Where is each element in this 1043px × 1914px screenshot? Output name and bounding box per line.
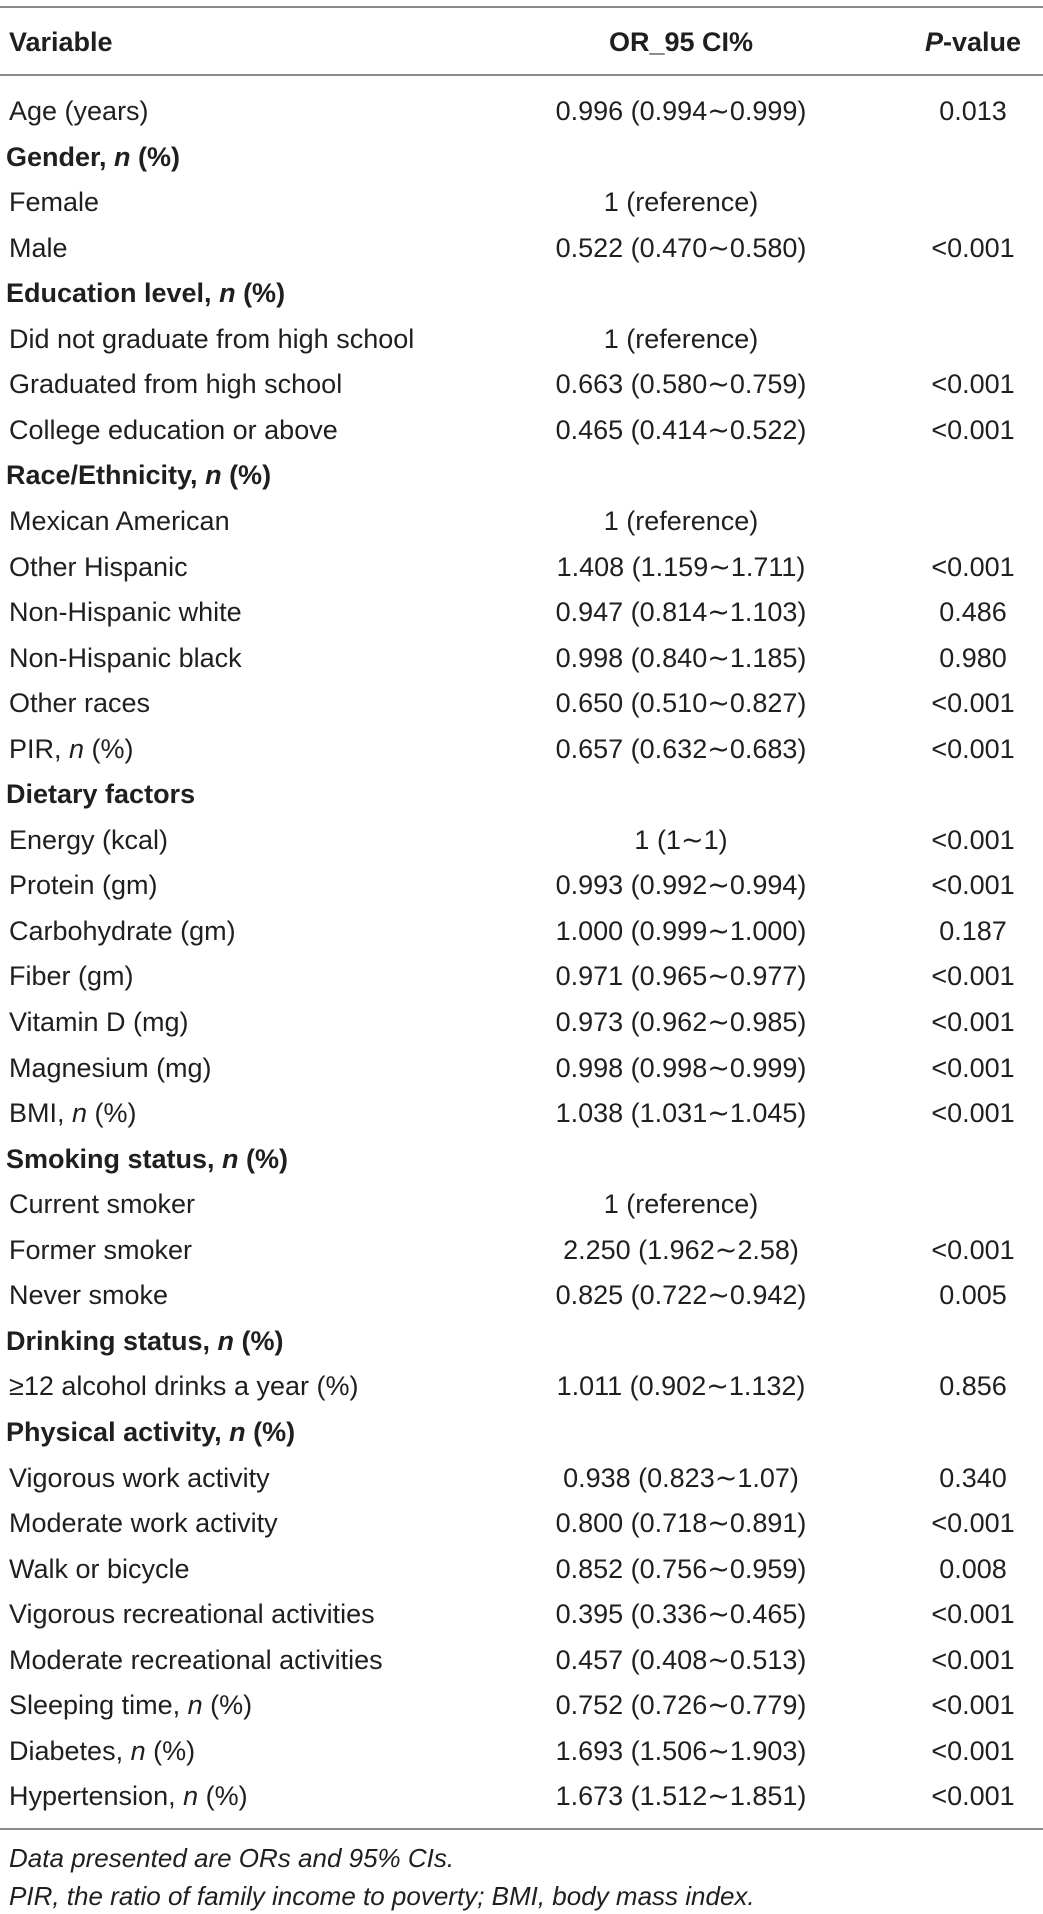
- p-value-cell: <0.001: [931, 1735, 1015, 1766]
- variable-cell: [9, 954, 134, 1000]
- label-italic: n: [187, 1690, 203, 1721]
- variable-cell: [9, 317, 414, 363]
- variable-cell: [9, 226, 68, 272]
- variable-cell: [9, 1228, 192, 1274]
- header-rule: [0, 74, 1043, 76]
- header-p-suffix: -value: [942, 27, 1022, 57]
- table-row: [0, 1000, 1043, 1046]
- label-text: Current smoker: [9, 1189, 196, 1220]
- variable-cell: [9, 1364, 358, 1410]
- table-row: [0, 1228, 1043, 1274]
- table-row: [0, 362, 1043, 408]
- label-text: Education level,: [6, 278, 220, 309]
- label-suffix: (%): [202, 1690, 253, 1721]
- table-row: [0, 1182, 1043, 1228]
- p-value-cell: <0.001: [931, 551, 1015, 582]
- or-cell: 0.993 (0.992∼0.994): [555, 870, 807, 901]
- label-suffix: (%): [84, 733, 134, 764]
- or-cell: 0.852 (0.756∼0.959): [555, 1553, 807, 1584]
- or-cell: 0.522 (0.470∼0.580): [555, 232, 807, 263]
- label-suffix: (%): [87, 1098, 137, 1129]
- label-text: Physical activity,: [6, 1416, 230, 1447]
- or-cell: 1.011 (0.902∼1.132): [556, 1371, 806, 1402]
- variable-cell: [9, 362, 342, 408]
- table-row: [0, 681, 1043, 727]
- label-text: Non-Hispanic white: [9, 597, 242, 628]
- label-text: Smoking status,: [6, 1143, 223, 1174]
- or-cell: 1 (reference): [603, 187, 759, 218]
- table-row: [0, 909, 1043, 955]
- or-cell: 0.752 (0.726∼0.779): [555, 1690, 807, 1721]
- label-text: Race/Ethnicity,: [6, 460, 206, 491]
- p-value-cell: <0.001: [931, 961, 1015, 992]
- variable-cell: [9, 1091, 137, 1137]
- variable-cell: [9, 1547, 190, 1593]
- or-cell: 0.465 (0.414∼0.522): [555, 414, 807, 445]
- section-label: [6, 453, 271, 499]
- or-cell: 0.998 (0.840∼1.185): [555, 642, 807, 673]
- footnote-1: Data presented are ORs and 95% CIs.: [9, 1843, 455, 1873]
- header-p-value: [905, 17, 1041, 63]
- label-italic: n: [205, 460, 222, 491]
- label-text: Former smoker: [9, 1234, 193, 1265]
- or-cell: 0.457 (0.408∼0.513): [555, 1644, 807, 1675]
- label-italic: n: [183, 1781, 199, 1812]
- section-row: [0, 271, 1043, 317]
- label-italic: n: [217, 1325, 235, 1356]
- or-cell: 0.663 (0.580∼0.759): [555, 369, 807, 400]
- label-text: College education or above: [9, 414, 338, 445]
- label-text: Graduated from high school: [9, 369, 343, 400]
- table-row: [0, 590, 1043, 636]
- variable-cell: [9, 1000, 189, 1046]
- p-value-cell: <0.001: [931, 1508, 1015, 1539]
- section-label: [6, 772, 195, 818]
- table-header-row: [0, 17, 1043, 67]
- variable-cell: [9, 1456, 270, 1502]
- variable-cell: [9, 180, 99, 226]
- variable-cell: [9, 909, 236, 955]
- p-value-cell: <0.001: [931, 733, 1015, 764]
- section-row: [0, 1410, 1043, 1456]
- or-cell: 0.996 (0.994∼0.999): [555, 96, 807, 126]
- section-label: [6, 1137, 288, 1183]
- table-row: [0, 1592, 1043, 1638]
- variable-cell: [9, 681, 150, 727]
- p-value-cell: 0.008: [939, 1553, 1007, 1584]
- table-row: [0, 1729, 1043, 1775]
- label-text: Moderate recreational activities: [9, 1644, 383, 1675]
- table-row: [0, 1547, 1043, 1593]
- label-suffix: (%): [235, 278, 286, 309]
- table-row: [0, 636, 1043, 682]
- or-cell: 0.938 (0.823∼1.07): [563, 1462, 799, 1493]
- p-value-cell: 0.013: [939, 96, 1007, 126]
- p-value-cell: <0.001: [931, 414, 1015, 445]
- or-cell: 1.000 (0.999∼1.000): [555, 915, 807, 946]
- label-text: Energy (kcal): [9, 824, 169, 855]
- label-text: Fiber (gm): [9, 961, 134, 992]
- section-row: [0, 135, 1043, 181]
- p-value-cell: [905, 1182, 1041, 1228]
- p-value-cell: <0.001: [931, 688, 1015, 719]
- label-italic: n: [219, 278, 236, 309]
- table-row: [0, 545, 1043, 591]
- p-value-cell: 0.980: [939, 642, 1007, 673]
- or-cell: 0.800 (0.718∼0.891): [555, 1508, 807, 1539]
- p-value-cell: 0.187: [939, 915, 1007, 946]
- variable-cell: [9, 499, 230, 545]
- or-cell: 0.650 (0.510∼0.827): [555, 688, 807, 719]
- table-row: [0, 1091, 1043, 1137]
- label-suffix: (%): [145, 1735, 196, 1766]
- variable-cell: [9, 1638, 383, 1684]
- variable-cell: [9, 1273, 168, 1319]
- p-value-cell: <0.001: [931, 232, 1015, 263]
- section-row: [0, 1137, 1043, 1183]
- variable-cell: [9, 1683, 252, 1729]
- or-cell: 1.038 (1.031∼1.045): [555, 1098, 807, 1129]
- label-text: Sleeping time,: [9, 1690, 188, 1721]
- table-row: [0, 863, 1043, 909]
- table-row: [0, 954, 1043, 1000]
- p-value-cell: <0.001: [931, 369, 1015, 400]
- label-suffix: (%): [234, 1325, 284, 1356]
- footnote-2: PIR, the ratio of family income to poverty; BMI, body mass index.: [9, 1881, 755, 1911]
- p-value-cell: 0.856: [939, 1371, 1007, 1402]
- p-value-cell: 0.005: [939, 1280, 1007, 1311]
- table-row: [0, 1683, 1043, 1729]
- label-text: Never smoke: [9, 1280, 169, 1311]
- label-suffix: (%): [245, 1416, 296, 1447]
- or-cell: 0.998 (0.998∼0.999): [555, 1052, 807, 1083]
- or-cell: 0.825 (0.722∼0.942): [555, 1280, 807, 1311]
- section-row: [0, 772, 1043, 818]
- or-cell: 1 (reference): [603, 323, 759, 354]
- label-italic: n: [222, 1143, 239, 1174]
- label-text: Age (years): [9, 96, 149, 126]
- p-value-cell: 0.340: [939, 1462, 1007, 1493]
- p-value-cell: [905, 180, 1041, 226]
- variable-cell: [9, 863, 158, 909]
- table-row: [0, 1501, 1043, 1547]
- table-row: [0, 89, 1043, 135]
- or-cell: 0.971 (0.965∼0.977): [555, 961, 807, 992]
- or-cell: 2.250 (1.962∼2.58): [563, 1234, 799, 1265]
- variable-cell: [9, 727, 134, 773]
- label-italic: n: [130, 1735, 146, 1766]
- table-row: [0, 317, 1043, 363]
- label-text: Dietary factors: [6, 779, 196, 810]
- variable-cell: [9, 1182, 195, 1228]
- table-row: [0, 1456, 1043, 1502]
- p-value-cell: [905, 499, 1041, 545]
- label-italic: n: [69, 733, 85, 764]
- label-text: Non-Hispanic black: [9, 642, 242, 673]
- top-rule: [0, 6, 1043, 8]
- variable-cell: [9, 1729, 195, 1775]
- table-row: [0, 1364, 1043, 1410]
- or-cell: 0.657 (0.632∼0.683): [555, 733, 807, 764]
- or-cell: 1.693 (1.506∼1.903): [555, 1735, 807, 1766]
- or-cell: 1 (reference): [603, 505, 759, 536]
- label-text: Magnesium (mg): [9, 1052, 212, 1083]
- table-row: [0, 1638, 1043, 1684]
- table-row: [0, 1774, 1043, 1820]
- variable-cell: [9, 1501, 278, 1547]
- or-cell: 0.947 (0.814∼1.103): [555, 597, 807, 628]
- table-row: [0, 408, 1043, 454]
- variable-cell: [9, 1046, 212, 1092]
- p-value-cell: <0.001: [931, 1644, 1015, 1675]
- variable-cell: [9, 1774, 248, 1820]
- or-cell: 0.973 (0.962∼0.985): [555, 1007, 807, 1037]
- label-suffix: (%): [221, 460, 272, 491]
- table-row: [0, 1046, 1043, 1092]
- table-row: [0, 1273, 1043, 1319]
- or-cell: 0.395 (0.336∼0.465): [555, 1599, 807, 1630]
- label-text: Moderate work activity: [9, 1508, 278, 1539]
- table-row: [0, 727, 1043, 773]
- label-text: Mexican American: [9, 505, 230, 536]
- variable-cell: [9, 408, 338, 454]
- section-label: [6, 1410, 295, 1456]
- variable-cell: [9, 1592, 375, 1638]
- label-text: Other races: [9, 688, 151, 719]
- label-text: Gender,: [6, 141, 115, 172]
- or-cell: 1.673 (1.512∼1.851): [555, 1781, 807, 1812]
- label-text: Vitamin D (mg): [9, 1007, 189, 1037]
- or-cell: 1 (1∼1): [634, 824, 728, 855]
- header-p-letter: P: [924, 27, 943, 57]
- label-text: Walk or bicycle: [9, 1553, 190, 1584]
- label-suffix: (%): [130, 141, 181, 172]
- label-text: Hypertension,: [9, 1781, 184, 1812]
- label-text: Diabetes,: [9, 1735, 131, 1766]
- p-value-cell: [905, 317, 1041, 363]
- p-value-cell: <0.001: [931, 1098, 1015, 1129]
- section-label: [6, 135, 180, 181]
- variable-cell: [9, 636, 242, 682]
- table-row: [0, 499, 1043, 545]
- variable-cell: [9, 89, 149, 135]
- label-italic: n: [72, 1098, 88, 1129]
- label-text: BMI,: [9, 1098, 73, 1129]
- label-text: Female: [9, 187, 100, 218]
- table-row: [0, 180, 1043, 226]
- label-text: Protein (gm): [9, 870, 158, 901]
- section-row: [0, 1319, 1043, 1365]
- section-row: [0, 453, 1043, 499]
- p-value-cell: <0.001: [931, 1599, 1015, 1630]
- label-italic: n: [229, 1416, 246, 1447]
- header-variable: Variable: [9, 27, 113, 57]
- table-row: [0, 818, 1043, 864]
- bottom-rule: [0, 1828, 1043, 1830]
- p-value-cell: <0.001: [931, 1052, 1015, 1083]
- label-suffix: (%): [238, 1143, 289, 1174]
- variable-cell: [9, 545, 188, 591]
- label-text: Vigorous work activity: [9, 1462, 270, 1493]
- label-text: Male: [9, 232, 68, 263]
- variable-cell: [9, 818, 168, 864]
- label-text: Carbohydrate (gm): [9, 915, 236, 946]
- variable-cell: [9, 590, 242, 636]
- p-value-cell: <0.001: [931, 1690, 1015, 1721]
- label-text: Did not graduate from high school: [9, 323, 415, 354]
- label-text: PIR,: [9, 733, 70, 764]
- table-row: [0, 226, 1043, 272]
- p-value-cell: <0.001: [931, 1234, 1015, 1265]
- p-value-cell: <0.001: [931, 1007, 1015, 1037]
- label-text: Drinking status,: [6, 1325, 218, 1356]
- or-cell: 1.408 (1.159∼1.711): [556, 551, 806, 582]
- p-value-cell: <0.001: [931, 1781, 1015, 1812]
- label-text: Other Hispanic: [9, 551, 188, 582]
- header-or: OR_95 CI%: [608, 27, 754, 57]
- label-suffix: (%): [198, 1781, 248, 1812]
- label-text: Vigorous recreational activities: [9, 1599, 375, 1630]
- label-italic: n: [114, 141, 131, 172]
- p-value-cell: <0.001: [931, 870, 1015, 901]
- or-cell: 1 (reference): [603, 1189, 759, 1220]
- p-value-cell: 0.486: [939, 597, 1007, 628]
- p-value-cell: <0.001: [931, 824, 1015, 855]
- label-text: ≥12 alcohol drinks a year (%): [9, 1371, 359, 1402]
- section-label: [6, 271, 285, 317]
- section-label: [6, 1319, 284, 1365]
